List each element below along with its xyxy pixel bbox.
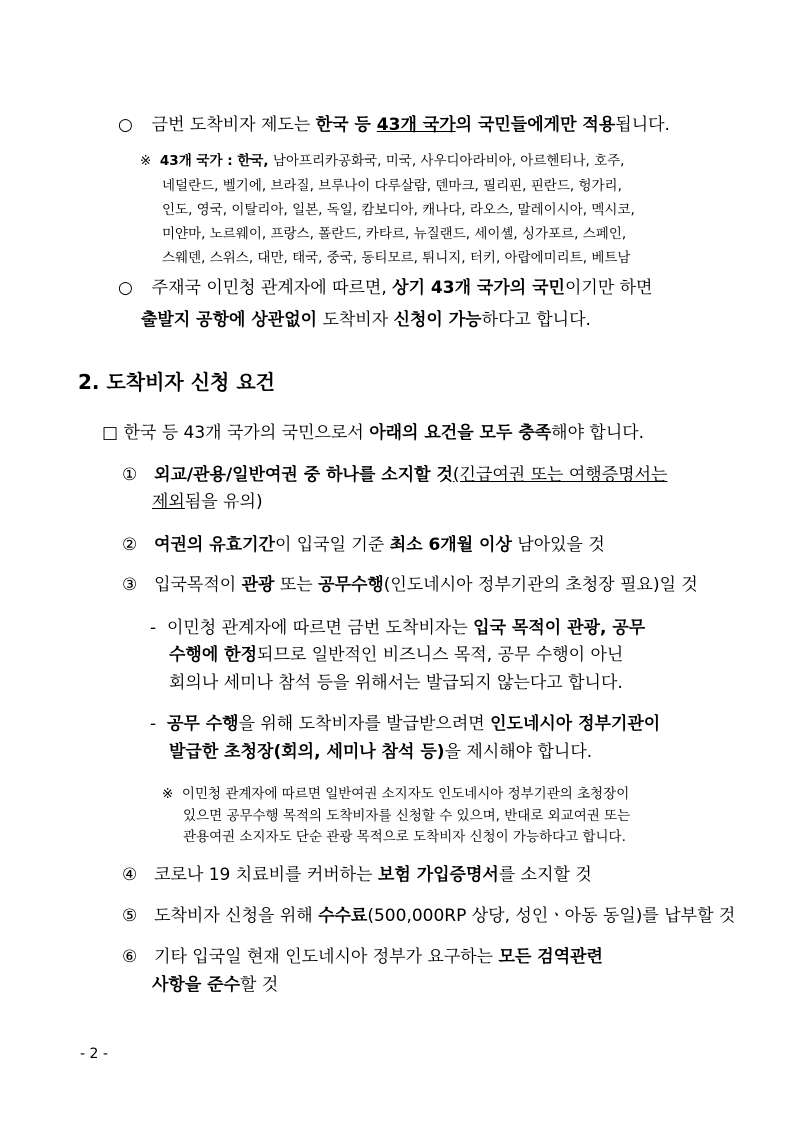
intro-p2-line-2: 출발지 공항에 상관없이 도착비자 신청이 가능하다고 합니다.	[141, 310, 591, 330]
requirement-item-1-line-2: 제외됨을 유의)	[152, 492, 263, 512]
page-number: - 2 -	[80, 1046, 108, 1062]
requirement-item-6-line-2: 사항을 준수할 것	[152, 975, 279, 995]
dash-item-2-line-2: 발급한 초청장(회의, 세미나 참석 등)을 제시해야 합니다.	[169, 742, 593, 762]
requirement-item-2: ② 여권의 유효기간이 입국일 기준 최소 6개월 이상 남아있을 것	[122, 535, 605, 555]
section-title: 2. 도착비자 신청 요건	[78, 370, 275, 394]
intro-p2-line-1: ○ 주재국 이민청 관계자에 따르면, 상기 43개 국가의 국민이기만 하면	[118, 278, 653, 298]
country-note-line-5: 스웨덴, 스위스, 대만, 태국, 중국, 동티모르, 튀니지, 터키, 아랍에미리트, 베트남	[162, 250, 631, 266]
intro-line-1: ○ 금번 도착비자 제도는 한국 등 43개 국가의 국민들에게만 적용됩니다.	[118, 115, 670, 135]
bullet: ○	[118, 278, 133, 298]
checkbox-square: □	[102, 423, 119, 443]
dash-item-1-line-1: - 이민청 관계자에 따르면 금번 도착비자는 입국 목적이 관광, 공무	[150, 618, 646, 638]
dash-item-2-line-1: - 공무 수행을 위해 도착비자를 발급받으려면 인도네시아 정부기관이	[150, 714, 661, 734]
requirement-item-4: ④ 코로나 19 치료비를 커버하는 보험 가입증명서를 소지할 것	[122, 865, 592, 885]
section-lead: □ 한국 등 43개 국가의 국민으로서 아래의 요건을 모두 충족해야 합니다.	[102, 423, 645, 443]
country-note-line-3: 인도, 영국, 이탈리아, 일본, 독일, 캄보디아, 캐나다, 라오스, 말레이시아, 멕시코,	[162, 202, 635, 218]
note-2-line-1: ※ 이민청 관계자에 따르면 일반여권 소지자도 인도네시아 정부기관의 초청장이	[162, 786, 630, 802]
note-2-line-3: 관용여권 소지자도 단순 관광 목적으로 도착비자 신청이 가능하다고 합니다.	[183, 829, 626, 845]
country-note-line-4: 미얀마, 노르웨이, 프랑스, 폴란드, 카타르, 뉴질랜드, 세이셸, 싱가포르, 스페인,	[162, 226, 627, 242]
requirement-item-3: ③ 입국목적이 관광 또는 공무수행(인도네시아 정부기관의 초청장 필요)일 것	[122, 575, 698, 595]
country-note-line-1: ※ 43개 국가 : 한국, 남아프리카공화국, 미국, 사우디아라비아, 아르헨티나, 호주,	[140, 153, 625, 169]
requirement-item-6: ⑥ 기타 입국일 현재 인도네시아 정부가 요구하는 모든 검역관련	[122, 947, 603, 967]
bullet: ○	[118, 115, 133, 135]
requirement-item-1: ① 외교/관용/일반여권 중 하나를 소지할 것(긴급여권 또는 여행증명서는	[122, 465, 668, 485]
note-2-line-2: 있으면 공무수행 목적의 도착비자를 신청할 수 있으며, 반대로 외교여권 또는	[183, 808, 631, 824]
country-note-line-2: 네덜란드, 벨기에, 브라질, 브루나이 다루살람, 덴마크, 필리핀, 핀란드, 헝가리,	[162, 178, 622, 194]
requirement-item-5: ⑤ 도착비자 신청을 위해 수수료(500,000RP 상당, 성인ㆍ아동 동일)를 납부할 것	[122, 906, 736, 926]
dash-item-1-line-2: 수행에 한정되므로 일반적인 비즈니스 목적, 공무 수행이 아닌	[169, 645, 624, 665]
dash-item-1-line-3: 회의나 세미나 참석 등을 위해서는 발급되지 않는다고 합니다.	[169, 673, 623, 693]
